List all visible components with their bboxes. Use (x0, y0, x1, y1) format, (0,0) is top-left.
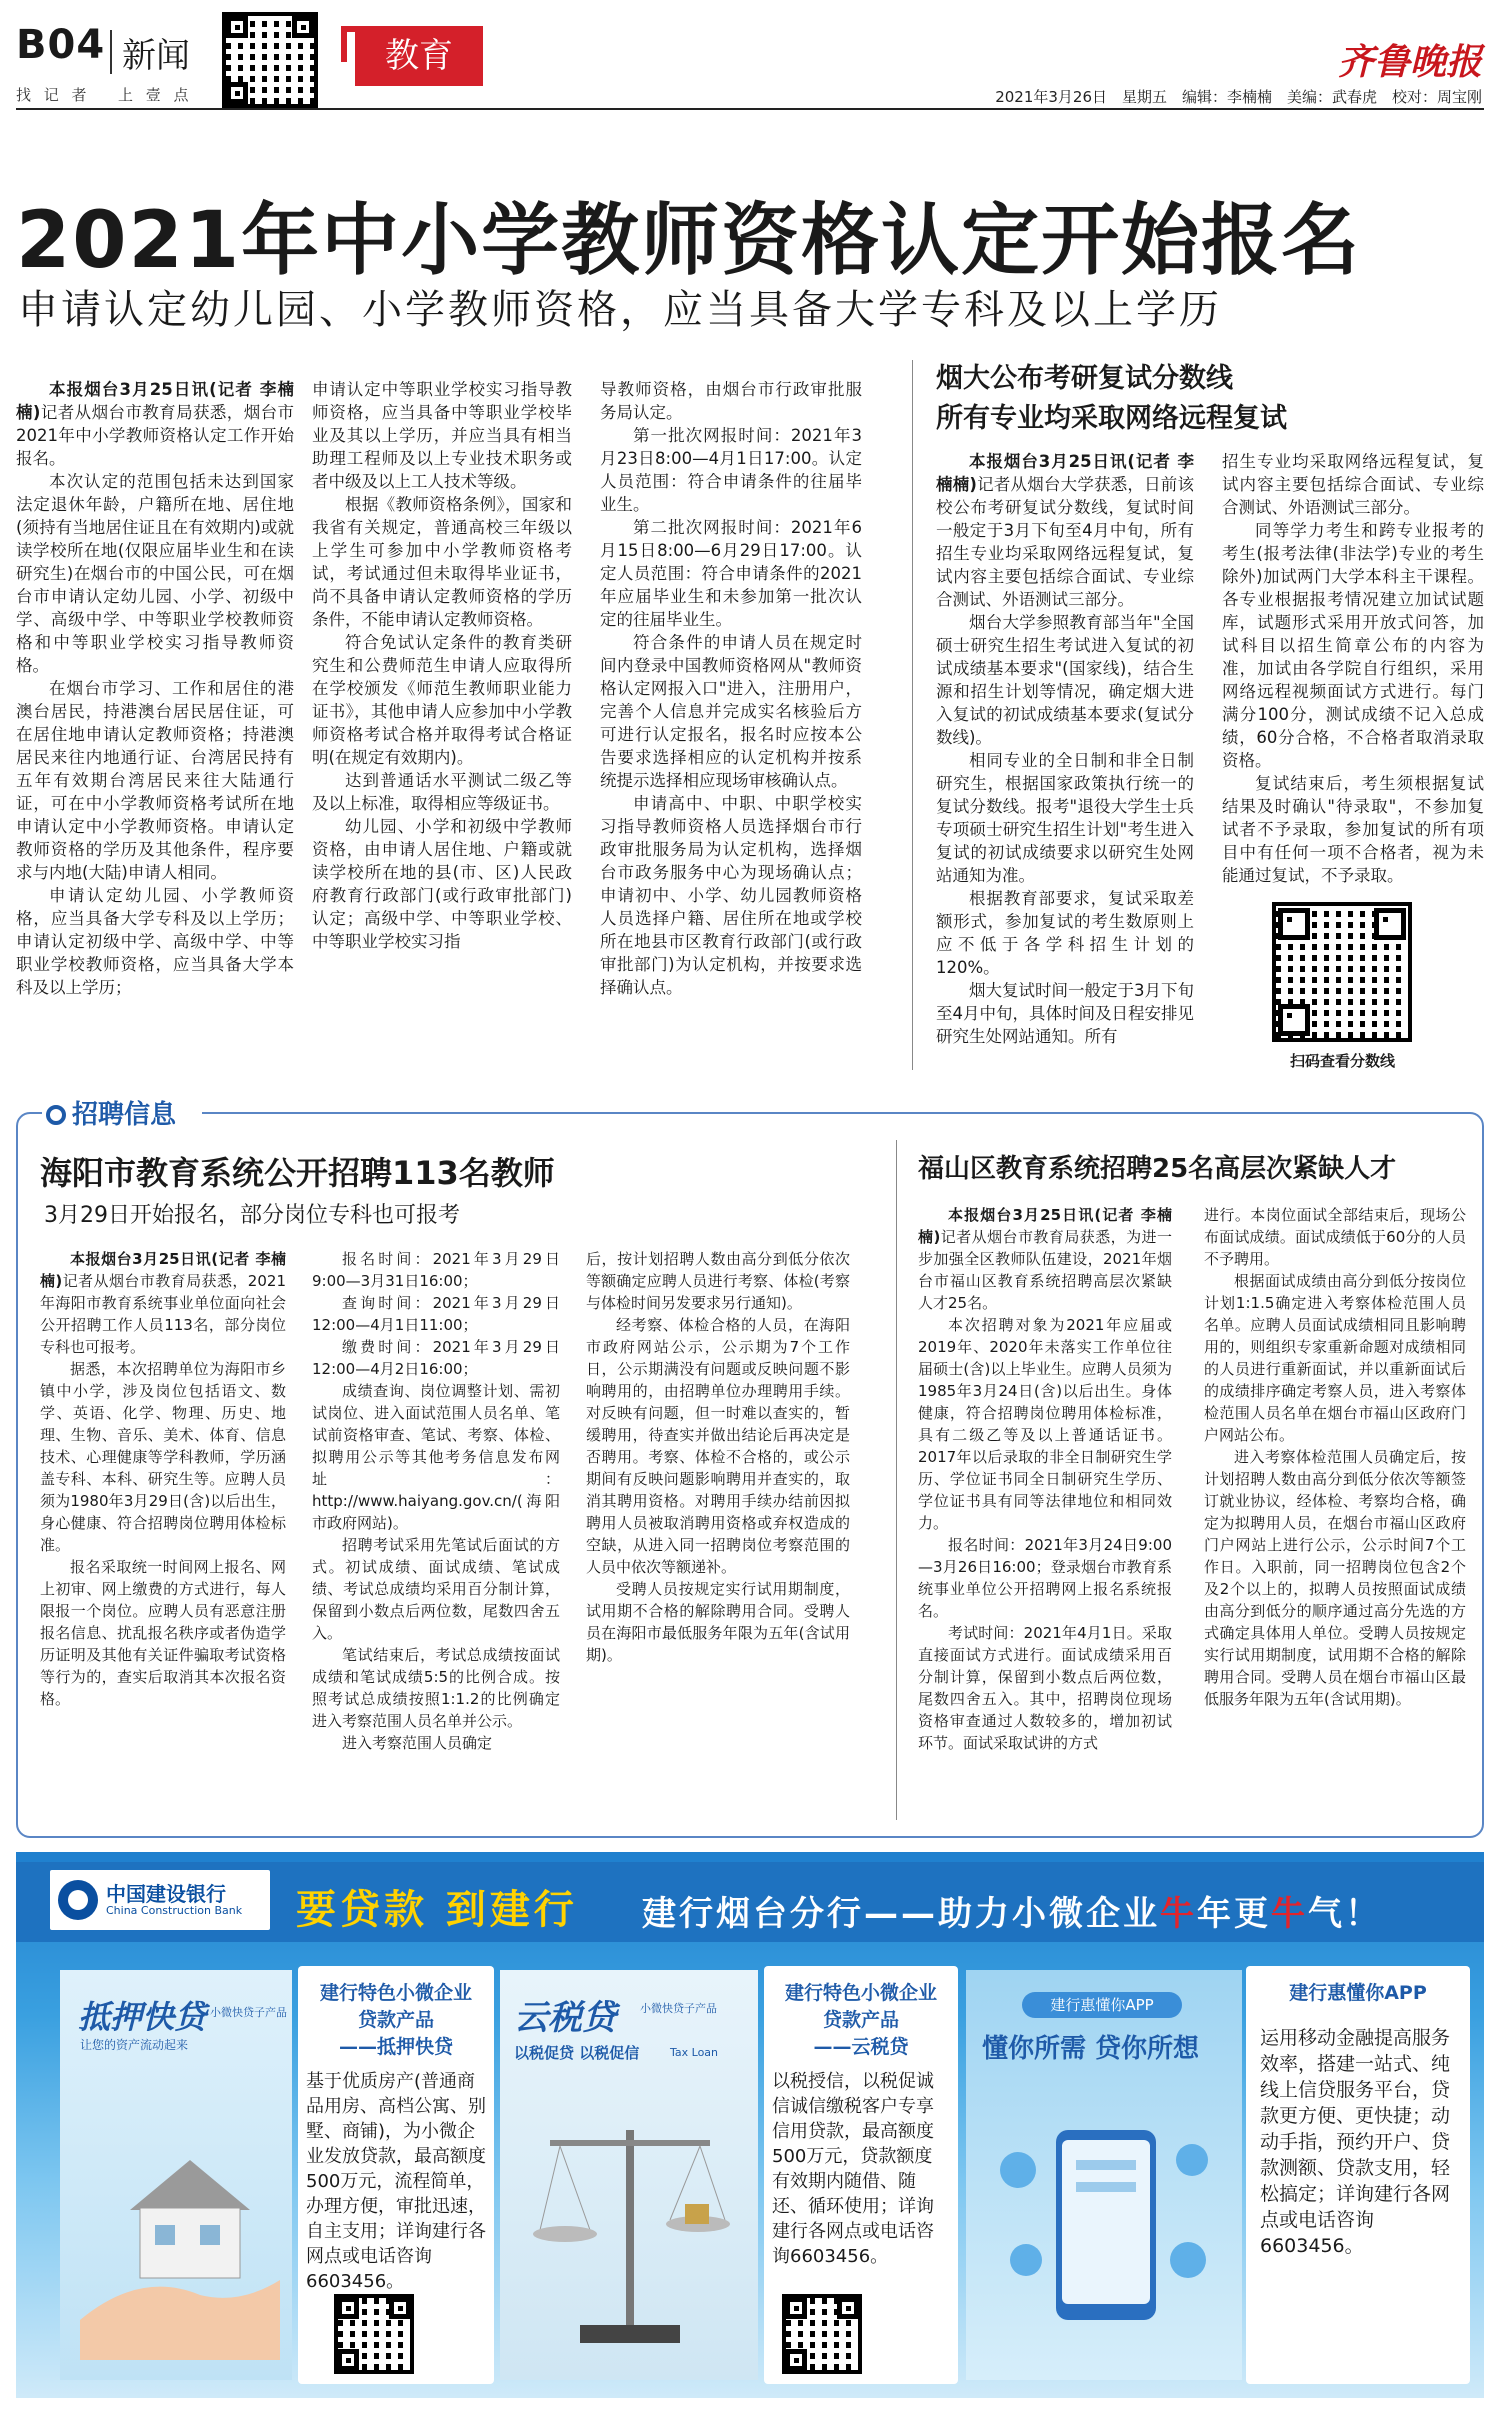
house-hand-icon (80, 2120, 280, 2360)
column-divider (912, 360, 913, 1070)
paragraph: 招生专业均采取网络远程复试，复试内容主要包括综合面试、专业综合测试、外语测试三部分。 (1222, 452, 1484, 517)
header-info: 2021年3月26日 星期五 编辑：李楠楠 美编：武春虎 校对：周宝刚 (995, 88, 1482, 106)
card2-image-title: 云税贷 (514, 1998, 616, 2038)
paragraph: 根据教育部要求，复试采取差额形式，参加复试的考生数原则上应不低于各学科招生计划的120%。 (936, 889, 1194, 977)
bank-name-en: China Construction Bank (106, 1904, 243, 1917)
card1-heading-1: 建行特色小微企业 (319, 1982, 472, 2004)
paragraph: 申请认定中等职业学校实习指导教师资格，应当具备中等职业学校毕业及其以上学历，并应当具有相当助理工程师及以上专业技术职务或者中级及以上工人技术等级。 (312, 380, 572, 491)
paragraph: 烟大复试时间一般定于3月下旬至4月中旬，具体时间及日程安排见研究生处网站通知。所有 (936, 981, 1194, 1046)
card1-image-sub: 小微快贷子产品 (210, 2006, 287, 2019)
phone-app-icon (996, 2090, 1216, 2350)
paragraph: 复试结束后，考生须根据复试结果及时确认"待录取"，不参加复试者不予录取，参加复试的所有项目中有任何一项不合格者，视为未能通过复试，不予录取。 (1222, 774, 1484, 885)
main-col-3 (600, 378, 862, 999)
paragraph: 第一批次网报时间：2021年3月23日8:00—4月1日17:00。认定人员范围：符合申请条件的往届毕业生。 (600, 426, 862, 514)
paragraph: 查询时间：2021年3月29日12:00—4月1日11:00； (312, 1294, 560, 1334)
dateline: 本报烟台3月25日讯(记者 李楠楠) (40, 1250, 286, 1290)
paragraph: 符合免试认定条件的教育类研究生和公费师范生申请人应取得所在学校颁发《师范生教师职业能力证书》，其他申请人应参加中小学教师资格考试合格并取得考试合格证明(在规定有效期内)。 (312, 633, 572, 767)
card2-image-tag: 以税促贷 以税促信 (514, 2044, 640, 2062)
section-tag: 教育 (355, 26, 483, 86)
card2-image-en: Tax Loan (670, 2046, 719, 2059)
header-sub-left: 找 记 者 (16, 86, 91, 104)
paragraph: 第二批次网报时间：2021年6月15日8:00—6月29日17:00。认定人员范围：符合申请条件的2021年应届毕业生和未参加第一批次认定的往届毕业生。 (600, 518, 862, 629)
slogan-part: 年更 (1197, 1894, 1271, 1934)
slogan-part: 牛 (1160, 1894, 1197, 1934)
paragraph: 招聘考试采用先笔试后面试的方式。初试成绩、面试成绩、笔试成绩、考试总成绩均采用百分制计算，保留到小数点后两位数，尾数四舍五入。 (312, 1536, 560, 1642)
card2-text (764, 1966, 958, 2384)
haiyang-title: 海阳市教育系统公开招聘113名教师 (40, 1154, 555, 1192)
bank-name-cn: 中国建设银行 (106, 1882, 226, 1906)
card1-text (298, 1966, 494, 2384)
paragraph: 后，按计划招聘人数由高分到低分依次等额确定应聘人员进行考察、体检(考察与体检时间另发要求另行通知)。 (586, 1250, 850, 1312)
card3-image-tag: 建行惠懂你APP (1022, 1992, 1182, 2018)
haiyang-col-1 (40, 1248, 286, 1710)
card2-heading-2: 贷款产品 (822, 2009, 899, 2031)
haiyang-col-2 (312, 1248, 560, 1754)
scale-icon (520, 2100, 740, 2370)
sidebar-title-2: 所有专业均采取网络远程复试 (936, 403, 1287, 434)
fushan-col-2 (1204, 1204, 1466, 1710)
card3-image-title: 懂你所需 贷你所想 (982, 2034, 1200, 2064)
recruit-tab-label: 招聘信息 (72, 1100, 177, 1130)
card3-image (966, 1970, 1242, 2380)
sidebar-col-1 (936, 450, 1194, 1048)
ad-slogan-main: 要贷款 到建行 (296, 1887, 578, 1933)
paragraph: 记者从烟台市教育局获悉，为进一步加强全区教师队伍建设，2021年烟台市福山区教育系统招聘高层次紧缺人才25名。 (918, 1228, 1172, 1312)
paragraph: 笔试结束后，考试总成绩按面试成绩和笔试成绩5:5的比例合成。按照考试总成绩按照1:1.2的比例确定进入考察范围人员名单并公示。 (312, 1646, 560, 1730)
paragraph: 申请高中、中职、中职学校实习指导教师资格人员选择烟台市行政审批服务局为认定机构，选择烟台市政务服务中心为现场确认点；申请初中、小学、幼儿园教师资格人员选择户籍、居住所在地或学校所在地县市区教育行政部门(或行政审批部门)为认定机构，并按要求选择确认点。 (600, 794, 862, 997)
paragraph: 缴费时间：2021年3月29日12:00—4月2日16:00； (312, 1338, 560, 1378)
paragraph: 达到普通话水平测试二级乙等及以上标准，取得相应等级证书。 (312, 771, 572, 813)
fushan-title: 福山区教育系统招聘25名高层次紧缺人才 (918, 1154, 1397, 1184)
card1-image-title: 抵押快贷 (78, 1998, 207, 2036)
paragraph: 进行。本岗位面试全部结束后，现场公布面试成绩。面试成绩低于60分的人员不予聘用。 (1204, 1206, 1466, 1268)
sidebar-title-1: 烟大公布考研复试分数线 (936, 363, 1233, 394)
card2-heading-1: 建行特色小微企业 (784, 1982, 937, 2004)
paragraph: 申请认定幼儿园、小学教师资格，应当具备大学专科及以上学历；申请认定初级中学、高级中学、中等职业学校教师资格，应当具备大学本科及以上学历； (16, 886, 294, 997)
paragraph: 报名时间：2021年3月29日9:00—3月31日16:00； (312, 1250, 560, 1290)
card1-image (60, 1970, 292, 2380)
paragraph: 经考察、体检合格的人员，在海阳市政府网站公示，公示期为7个工作日，公示期满没有问题或反映问题不影响聘用的，由招聘单位办理聘用手续。对反映有问题，但一时难以查实的，暂缓聘用，待查实并做出结论后再决定是否聘用。考察、体检不合格的，或公示期间有反映问题影响聘用并查实的，取消其聘用资格。对聘用手续办结前因拟聘用人员被取消聘用资格或弃权造成的空缺，从进入同一招聘岗位考察范围的人员中依次等额递补。 (586, 1316, 850, 1576)
paragraph: 在烟台市学习、工作和居住的港澳台居民，持港澳台居民居住证，可在居住地申请认定教师资格；持港澳居民来往内地通行证、台湾居民持有五年有效期台湾居民来往大陆通行证，可在中小学教师资格考试所在地申请认定中小学教师资格。申请认定教师资格的学历及其他条件，程序要求与内地(大陆)申请人相同。 (16, 679, 294, 882)
page-number: B04 (16, 22, 106, 68)
haiyang-subtitle: 3月29日开始报名，部分岗位专科也可报考 (44, 1203, 460, 1228)
paragraph: 烟台大学参照教育部当年"全国硕士研究生招生考试进入复试的初试成绩基本要求"(国家线)，结合生源和招生计划等情况，确定烟大进入复试的初试成绩基本要求(复试分数线)。 (936, 613, 1194, 747)
card3-text (1246, 1966, 1470, 2384)
card2-image-sub: 小微快贷子产品 (640, 2002, 717, 2015)
paragraph: 进入考察体检范围人员确定后，按计划招聘人数由高分到低分依次等额签订就业协议，经体检、考察均合格，确定为拟聘用人员，在烟台市福山区政府门户网站上进行公示，公示时间7个工作日。入职前，同一招聘岗位包含2个及2个以上的，拟聘人员按照面试成绩由高分到低分的顺序通过高分先选的方式确定具体用人单位。受聘人员按规定实行试用期制度，试用期不合格的解除聘用合同。受聘人员在烟台市福山区最低服务年限为五年(含试用期)。 (1204, 1448, 1466, 1708)
column-divider (896, 1140, 897, 1820)
card2-qr-code[interactable] (782, 2294, 862, 2374)
newspaper-logo: 齐鲁晚报 (1337, 41, 1482, 83)
haiyang-col-3 (586, 1248, 850, 1666)
paragraph: 幼儿园、小学和初级中学教师资格，由申请人居住地、户籍或就读学校所在地的县(市、区)人民政府教育行政部门(或行政审批部门)认定；高级中学、中等职业学校、中等职业学校实习指 (312, 817, 572, 951)
qr-caption: 扫码查看分数线 (1290, 1052, 1396, 1070)
card3-body: 运用移动金融提高服务效率，搭建一站式、纯线上信贷服务平台，贷款更方便、更快捷；动动手指，预约开户、贷款测额、贷款支用，轻松搞定；详询建行各网点或电话咨询6603456。 (1260, 2027, 1451, 2257)
card2-body: 以税授信，以税促诚信诚信缴税客户专享信用贷款，最高额度500万元，贷款额度有效期内随借、随还、循环使用；详询建行各网点或电话咨询6603456。 (772, 2071, 934, 2267)
section-name: 新闻 (122, 36, 190, 76)
card3-heading: 建行惠懂你APP (1289, 1982, 1427, 2004)
paragraph: 导教师资格，由烟台市行政审批服务局认定。 (600, 380, 862, 422)
paragraph: 同等学力考生和跨专业报考的考生(报考法律(非法学)专业的考生除外)加试两门大学本科主干课程。各专业根据报考情况建立加试试题库，试题形式采用开放式问答，加试科目以招生简章公布的内容为准，加试由各学院自行组织，采用网络远程视频面试方式进行。每门满分100分，测试成绩不记入总成绩，60分合格，不合格者取消录取资格。 (1222, 521, 1484, 770)
card1-heading-2: 贷款产品 (357, 2009, 434, 2031)
paragraph: 受聘人员按规定实行试用期制度，试用期不合格的解除聘用合同。受聘人员在海阳市最低服务年限为五年(含试用期)。 (586, 1580, 850, 1664)
header-rule (16, 108, 1484, 110)
paragraph: 记者从烟台市教育局获悉，2021年海阳市教育系统事业单位面向社会公开招聘工作人员113名，部分岗位专科也可报考。 (40, 1272, 286, 1356)
card1-qr-code[interactable] (334, 2294, 414, 2374)
header-qr-code[interactable] (222, 12, 318, 108)
slogan-part: 牛 (1271, 1894, 1308, 1934)
header-divider (110, 30, 112, 74)
card1-body: 基于优质房产(普通商品用房、高档公寓、别墅、商铺)，为小微企业发放贷款，最高额度500万元，流程简单，办理方便，审批迅速，自主支用；详询建行各网点或电话咨询6603456。 (306, 2071, 486, 2292)
ad-slogan-sub (642, 1886, 1382, 1935)
paragraph: 记者从烟台市教育局获悉，烟台市2021年中小学教师资格认定工作开始报名。 (16, 403, 295, 468)
paragraph: 进入考察范围人员确定 (342, 1734, 493, 1752)
paragraph: 成绩查询、岗位调整计划、需初试岗位、进入面试范围人员名单、笔试前资格审查、笔试、考察、体检、拟聘用公示等其他考务信息发布网址：http://www.haiyang.gov.cn/(海阳市政府网站)。 (312, 1382, 560, 1532)
paragraph: 符合条件的申请人员在规定时间内登录中国教师资格网从"教师资格认定网报入口"进入，注册用户，完善个人信息并完成实名核验后方可进行认定报名，报名时应按本公告要求选择相应的认定机构并按系统提示选择相应现场审核确认点。 (600, 633, 862, 790)
paragraph: 记者从烟台大学获悉，日前该校公布考研复试分数线，复试时间一般定于3月下旬至4月中旬，所有招生专业均采取网络远程复试，复试内容主要包括综合面试、专业综合测试、外语测试三部分。 (936, 475, 1194, 609)
paragraph: 报名时间：2021年3月24日9:00—3月26日16:00；登录烟台市教育系统事业单位公开招聘网上报名系统报名。 (918, 1536, 1172, 1620)
paragraph: 相同专业的全日制和非全日制研究生，根据国家政策执行统一的复试分数线。报考"退役大学生士兵专项硕士研究生招生计划"考生进入复试的初试成绩要求以研究生处网站通知为准。 (936, 751, 1194, 885)
card1-image-tag: 让您的资产流动起来 (80, 2038, 189, 2052)
paragraph: 报名采取统一时间网上报名、网上初审、网上缴费的方式进行，每人限报一个岗位。应聘人员有恶意注册报名信息、扰乱报名秩序或者伪造学历证明及其他有关证件骗取考试资格等行为的，查实后取消其本次报名资格。 (40, 1558, 286, 1708)
slogan-part: 气！ (1308, 1894, 1382, 1934)
sidebar-col-2 (1222, 450, 1484, 887)
paragraph: 根据《教师资格条例》，国家和我省有关规定，普通高校三年级以上学生可参加中小学教师资格考试，考试通过但未取得毕业证书，尚不具备申请认定教师资格的学历条件，不能申请认定教师资格。 (312, 495, 572, 629)
dateline: 本报烟台3月25日讯(记者 李楠楠) (918, 1206, 1172, 1246)
dateline: 本报烟台3月25日讯(记者 李楠楠) (16, 380, 294, 422)
main-headline: 2021年中小学教师资格认定开始报名 (16, 196, 1362, 286)
dateline: 本报烟台3月25日讯(记者 李楠楠) (936, 452, 1194, 494)
fushan-col-1 (918, 1204, 1172, 1754)
paragraph: 本次招聘对象为2021年应届或2019年、2020年未落实工作单位往届硕士(含)以上毕业生。应聘人员须为1985年3月24日(含)以后出生。身体健康，符合招聘岗位聘用体检标准，具有二级乙等及以上普通话证书。2017年以后录取的非全日制研究生学历、学位证书同全日制研究生学历、学位证书具有同等法律地位和相同效力。 (918, 1316, 1172, 1532)
score-qr-code[interactable] (1272, 902, 1412, 1042)
card2-heading-3: ——云税贷 (813, 2036, 909, 2058)
slogan-part: 建行烟台分行——助力小微企业 (642, 1894, 1160, 1934)
main-col-2 (312, 378, 572, 953)
paragraph: 据悉，本次招聘单位为海阳市乡镇中小学，涉及岗位包括语文、数学、英语、化学、物理、历史、地理、生物、音乐、美术、体育、信息技术、心理健康等学科教师，学历涵盖专科、本科、研究生等。应聘人员须为1980年3月29日(含)以后出生，身心健康、符合招聘岗位聘用体检标准。 (40, 1360, 286, 1554)
ccb-logo-box (50, 1870, 270, 1930)
header-sub-mid: 上 壹 点 (118, 86, 193, 104)
recruit-tab (46, 1094, 176, 1128)
paragraph: 考试时间：2021年4月1日。采取直接面试方式进行。面试成绩采用百分制计算，保留到小数点后两位数，尾数四舍五入。其中，招聘岗位现场资格审查通过人数较多的，增加初试环节。面试采取试讲的方式 (918, 1624, 1172, 1752)
paragraph: 本次认定的范围包括未达到国家法定退休年龄，户籍所在地、居住地(须持有当地居住证且在有效期内)或就读学校所在地(仅限应届毕业生和在读研究生)在烟台市的中国公民，可在烟台市申请认定幼儿园、小学、初级中学、高级中学、中等职业学校教师资格和中等职业学校实习指导教师资格。 (16, 472, 294, 675)
main-subheadline: 申请认定幼儿园、小学教师资格，应当具备大学专科及以上学历 (18, 287, 1222, 333)
main-col-1 (16, 378, 294, 999)
ccb-logo-icon (58, 1880, 98, 1920)
card1-heading-3: ——抵押快贷 (338, 2036, 453, 2058)
paragraph: 根据面试成绩由高分到低分按岗位计划1:1.5确定进入考察体检范围人员名单。应聘人员面试成绩相同且影响聘用的，则组织专家重新命题对成绩相同的人员进行重新面试，并以重新面试后的成绩排序确定考察人员，进入考察体检范围人员名单在烟台市福山区政府门户网站公布。 (1204, 1272, 1466, 1444)
card2-image (500, 1970, 758, 2380)
